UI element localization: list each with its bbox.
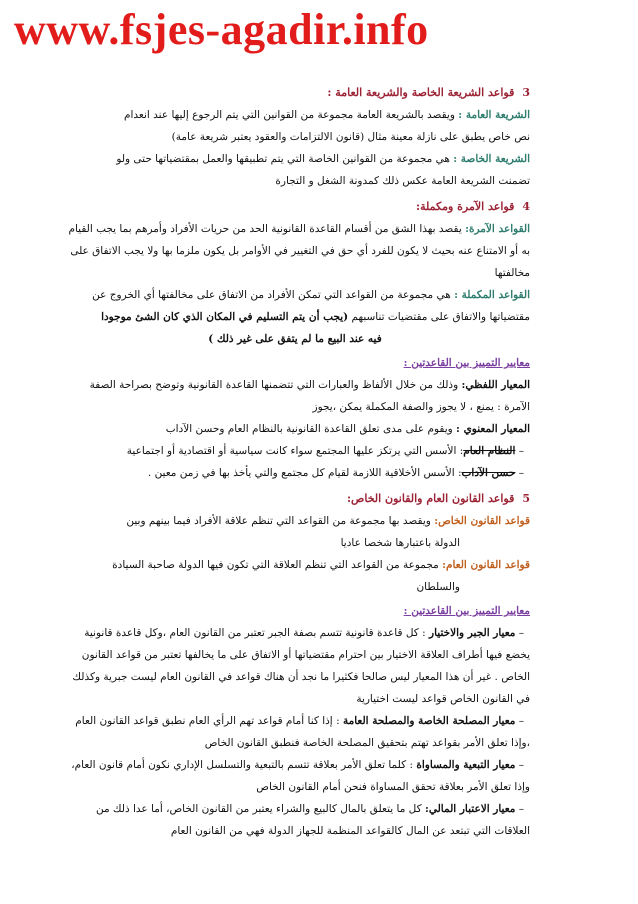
paragraph: في القانون الخاص قواعد ليست اختيارية xyxy=(356,693,530,705)
list-item xyxy=(60,622,530,644)
term-moral-criterion: المعيار المعنوي : xyxy=(456,423,530,435)
list-item xyxy=(60,798,530,820)
section-4-heading xyxy=(60,196,530,218)
term-good-morals: حسن الآداب xyxy=(461,467,516,479)
term-interest-criterion: معيار المصلحة الخاصة والمصلحة العامة xyxy=(342,715,516,727)
example-text: (يجب أن يتم التسليم في المكان الذي كان الشئ موجودا xyxy=(101,311,349,323)
paragraph xyxy=(60,218,530,240)
section-5-heading xyxy=(60,488,530,510)
text: مقتضياتها والاتفاق على مقتضيات تناسبهم xyxy=(351,311,530,323)
site-watermark: www.fsjes-agadir.info xyxy=(14,5,429,54)
criteria-heading: معايير التمييز بين القاعدتين : xyxy=(403,357,530,369)
term-public-order: النظام العام xyxy=(463,445,516,457)
term-financial-criterion: معيار الاعتبار المالي: xyxy=(424,803,516,815)
paragraph: العلاقات التي تبتعد عن المال كالقواعد المنظمة للجهاز الدولة فهي من القانون العام xyxy=(170,825,530,837)
paragraph xyxy=(60,306,530,328)
term-general-law: الشريعة العامة : xyxy=(458,109,530,121)
section-number: 5 xyxy=(522,492,530,505)
paragraph: مخالفتها xyxy=(494,267,530,279)
paragraph: نص خاص يطبق على نازلة معينة مثال (قانون الالتزامات والعقود يعتبر شريعة عامة) xyxy=(171,131,530,143)
list-item xyxy=(60,754,530,776)
example-text: فيه عند البيع ما لم يتفق على غير ذلك ) xyxy=(208,333,382,345)
document-body xyxy=(60,78,530,842)
list-item: – حسن الآداب: الأسس الأخلاقية اللازمة لقيام كل مجتمع والتي يأخذ بها في زمن معين . xyxy=(60,462,530,484)
term-public-law: قواعد القانون العام: xyxy=(442,559,530,571)
paragraph: الدولة باعتبارها شخصا عاديا xyxy=(340,537,460,549)
text: ويقوم على مدى تعلق القاعدة القانونية بالنظام العام وحسن الآداب xyxy=(165,423,453,435)
paragraph xyxy=(60,284,530,306)
text: ويقصد بها مجموعة من القواعد التي تنظم علاقة الأفراد فيما بينهم وبين xyxy=(126,515,431,527)
text: ويقصد بالشريعة العامة مجموعة من القوانين التي يتم الرجوع إليها عند انعدام xyxy=(123,109,455,121)
paragraph: ،وإذا تعلق الأمر بقواعد تهتم بتحقيق المصلحة الخاصة فنطبق القانون الخاص xyxy=(204,737,530,749)
text: وذلك من خلال الألفاظ والعبارات التي تتضمنها القاعدة القانونية وتوضح بصراحة الصفة xyxy=(89,379,459,391)
paragraph xyxy=(60,148,530,170)
section-title: قواعد الآمرة ومكملة: xyxy=(416,200,515,213)
list-item: – النظام العام: الأسس التي يرتكز عليها المجتمع سواء كانت سياسية أو اقتصادية أو اجتماعية xyxy=(60,440,530,462)
section-number: 3 xyxy=(522,86,530,99)
term-verbal-criterion: المعيار اللفظي: xyxy=(461,379,530,391)
paragraph xyxy=(60,374,530,396)
criteria-heading: معايير التمييز بين القاعدتين : xyxy=(403,605,530,617)
term-special-law: الشريعة الخاصة : xyxy=(453,153,530,165)
paragraph: والسلطان xyxy=(416,581,460,593)
paragraph: الخاص . غير أن هذا المعيار ليس صالحا فكثيرا ما نجد أن هناك قواعد في القانون العام ليست جبرية وكذلك xyxy=(72,671,530,683)
section-title: قواعد الشريعة الخاصة والشريعة العامة : xyxy=(327,86,515,99)
paragraph xyxy=(60,104,530,126)
paragraph: وإذا تعلق الأمر بعلاقة تحقق المساواة فنحن أمام القانون الخاص xyxy=(256,781,530,793)
term-imperative: القواعد الآمرة: xyxy=(465,223,530,235)
term-complementary: القواعد المكملة : xyxy=(454,289,530,301)
paragraph xyxy=(60,510,530,532)
text: هي مجموعة من القواعد التي تمكن الأفراد من الاتفاق على مخالفتها أي الخروج عن xyxy=(92,289,451,301)
term-private-law: قواعد القانون الخاص: xyxy=(434,515,530,527)
text: : إذا كنا أمام قواعد تهم الرأي العام نطبق قواعد القانون العام xyxy=(75,715,340,727)
paragraph: يخضع فيها أطراف العلاقة الاختيار بين احترام مقتضياتها أو الاتفاق على ما يخالفها تعتبر من قواعد القانون xyxy=(81,649,530,661)
section-title: قواعد القانون العام والقانون الخاص: xyxy=(346,492,515,505)
paragraph xyxy=(60,554,530,576)
text: : كل قاعدة قانونية تتسم بصفة الجبر تعتبر من القانون العام ،وكل قاعدة قانونية xyxy=(84,627,426,639)
text: كل ما يتعلق بالمال كالبيع والشراء يعتبر من القانون الخاص، أما عدا ذلك من xyxy=(95,803,422,815)
term-coercion-criterion: معيار الجبر والاختيار xyxy=(429,627,516,639)
paragraph: الآمرة : يمنع ، لا يجوز والصفة المكملة يمكن ،يجوز xyxy=(312,401,530,413)
section-number: 4 xyxy=(522,200,530,213)
paragraph xyxy=(60,418,530,440)
text: هي مجموعة من القوانين الخاصة التي يتم تطبيقها والعمل بمقتضياتها حتى ولو xyxy=(116,153,450,165)
paragraph: به أو الامتناع عنه بحيث لا يكون للفرد أي حق في التغيير في الأوامر بل يكون ملزما بها ولا يجب الاتفاق على xyxy=(70,245,530,257)
text: يقصد بهذا الشق من أقسام القاعدة القانونية الحد من حريات الأفراد وأمرهم بما يجب القيام xyxy=(68,223,462,235)
section-3-heading xyxy=(60,82,530,104)
text: مجموعة من القواعد التي تنظم العلاقة التي تكون فيها الدولة صاحبة السيادة xyxy=(112,559,439,571)
text: الأسس التي يرتكز عليها المجتمع سواء كانت سياسية أو اقتصادية أو اجتماعية xyxy=(126,445,457,457)
list-item xyxy=(60,710,530,732)
term-subordination-criterion: معيار التبعية والمساواة xyxy=(416,759,516,771)
text: : كلما تعلق الأمر بعلاقة تتسم بالتبعية والتسلسل الإداري نكون أمام قانون العام، xyxy=(71,759,413,771)
text: الأسس الأخلاقية اللازمة لقيام كل مجتمع والتي يأخذ بها في زمن معين . xyxy=(147,467,455,479)
paragraph: تضمنت الشريعة العامة عكس ذلك كمدونة الشغل و التجارة xyxy=(275,175,530,187)
